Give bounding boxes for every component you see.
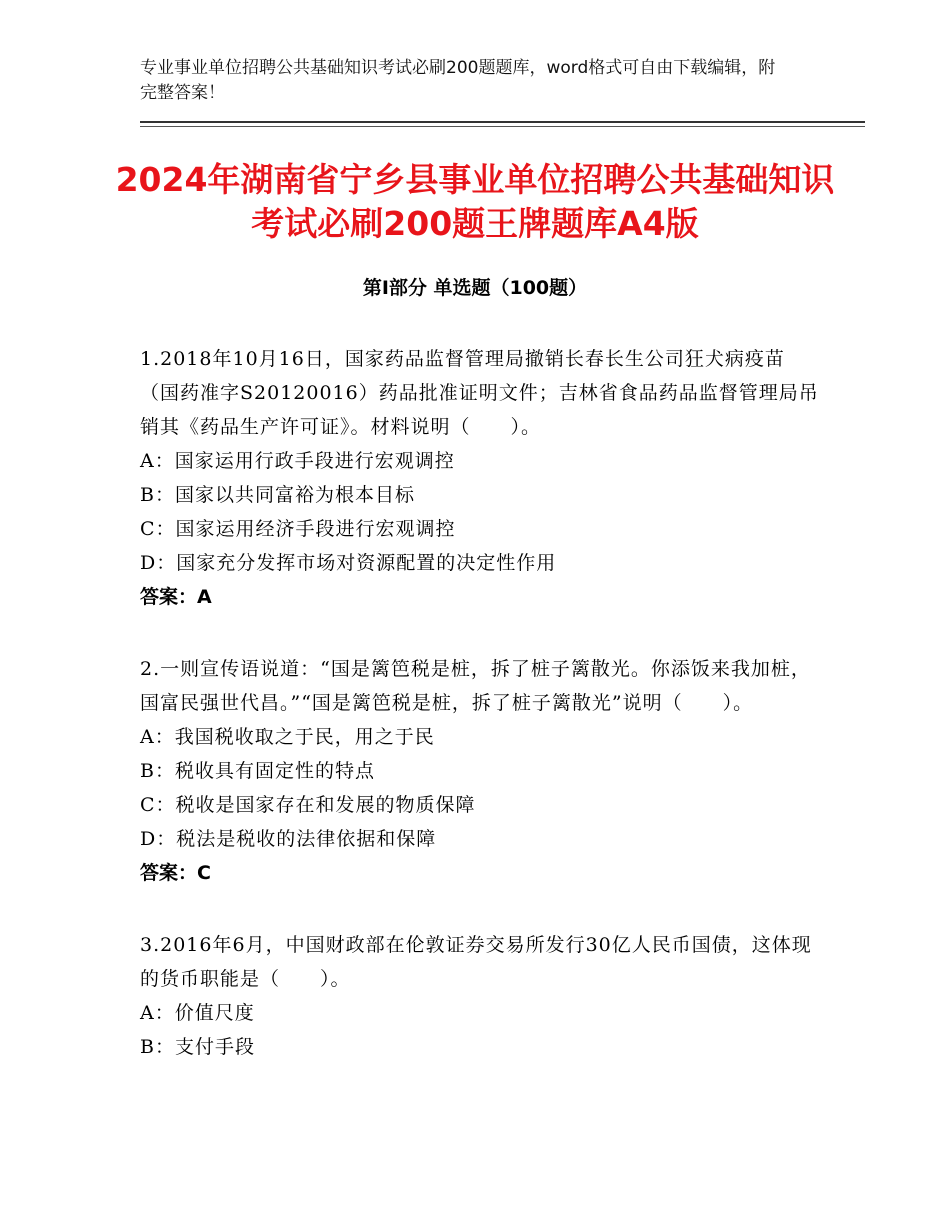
answer-line: 答案：A xyxy=(140,586,212,608)
option-d: D：税法是税收的法律依据和保障 xyxy=(140,828,437,850)
option-c: C：税收是国家存在和发展的物质保障 xyxy=(140,794,476,816)
option-c: C：国家运用经济手段进行宏观调控 xyxy=(140,518,456,540)
question-2 xyxy=(140,652,820,890)
question-gap xyxy=(140,614,820,652)
header-rule-thin xyxy=(140,126,865,127)
document-title: 2024年湖南省宁乡县事业单位招聘公共基础知识考试必刷200题王牌题库A4版 xyxy=(115,160,835,243)
option-a: A：我国税收取之于民，用之于民 xyxy=(140,726,435,748)
question-stem: 3.2016年6月，中国财政部在伦敦证券交易所发行30亿人民币国债，这体现的货币职能是（ ）。 xyxy=(140,934,812,990)
header-note: 专业事业单位招聘公共基础知识考试必刷200题题库，word格式可自由下载编辑，附完整答案！ xyxy=(140,58,776,103)
question-gap xyxy=(140,890,820,928)
option-d: D：国家充分发挥市场对资源配置的决定性作用 xyxy=(140,552,557,574)
answer-line: 答案：C xyxy=(140,862,211,884)
option-a: A：价值尺度 xyxy=(140,1002,255,1024)
section-title: 第Ⅰ部分 单选题（100题） xyxy=(362,277,588,299)
option-a: A：国家运用行政手段进行宏观调控 xyxy=(140,450,455,472)
question-stem: 1.2018年10月16日，国家药品监督管理局撤销长春长生公司狂犬病疫苗（国药准字S20120016）药品批准证明文件；吉林省食品药品监督管理局吊销其《药品生产许可证》。材料说明（ ）。 xyxy=(140,348,819,438)
header-rule-thick xyxy=(140,121,865,123)
option-b: B：国家以共同富裕为根本目标 xyxy=(140,484,415,506)
question-3 xyxy=(140,928,820,1064)
question-list xyxy=(140,342,820,1064)
question-1 xyxy=(140,342,820,614)
option-b: B：税收具有固定性的特点 xyxy=(140,760,375,782)
option-b: B：支付手段 xyxy=(140,1036,255,1058)
question-stem: 2.一则宣传语说道：“国是篱笆税是桩，拆了桩子篱散光。你添饭来我加桩，国富民强世代昌。”“国是篱笆税是桩，拆了桩子篱散光”说明（ ）。 xyxy=(140,658,811,714)
